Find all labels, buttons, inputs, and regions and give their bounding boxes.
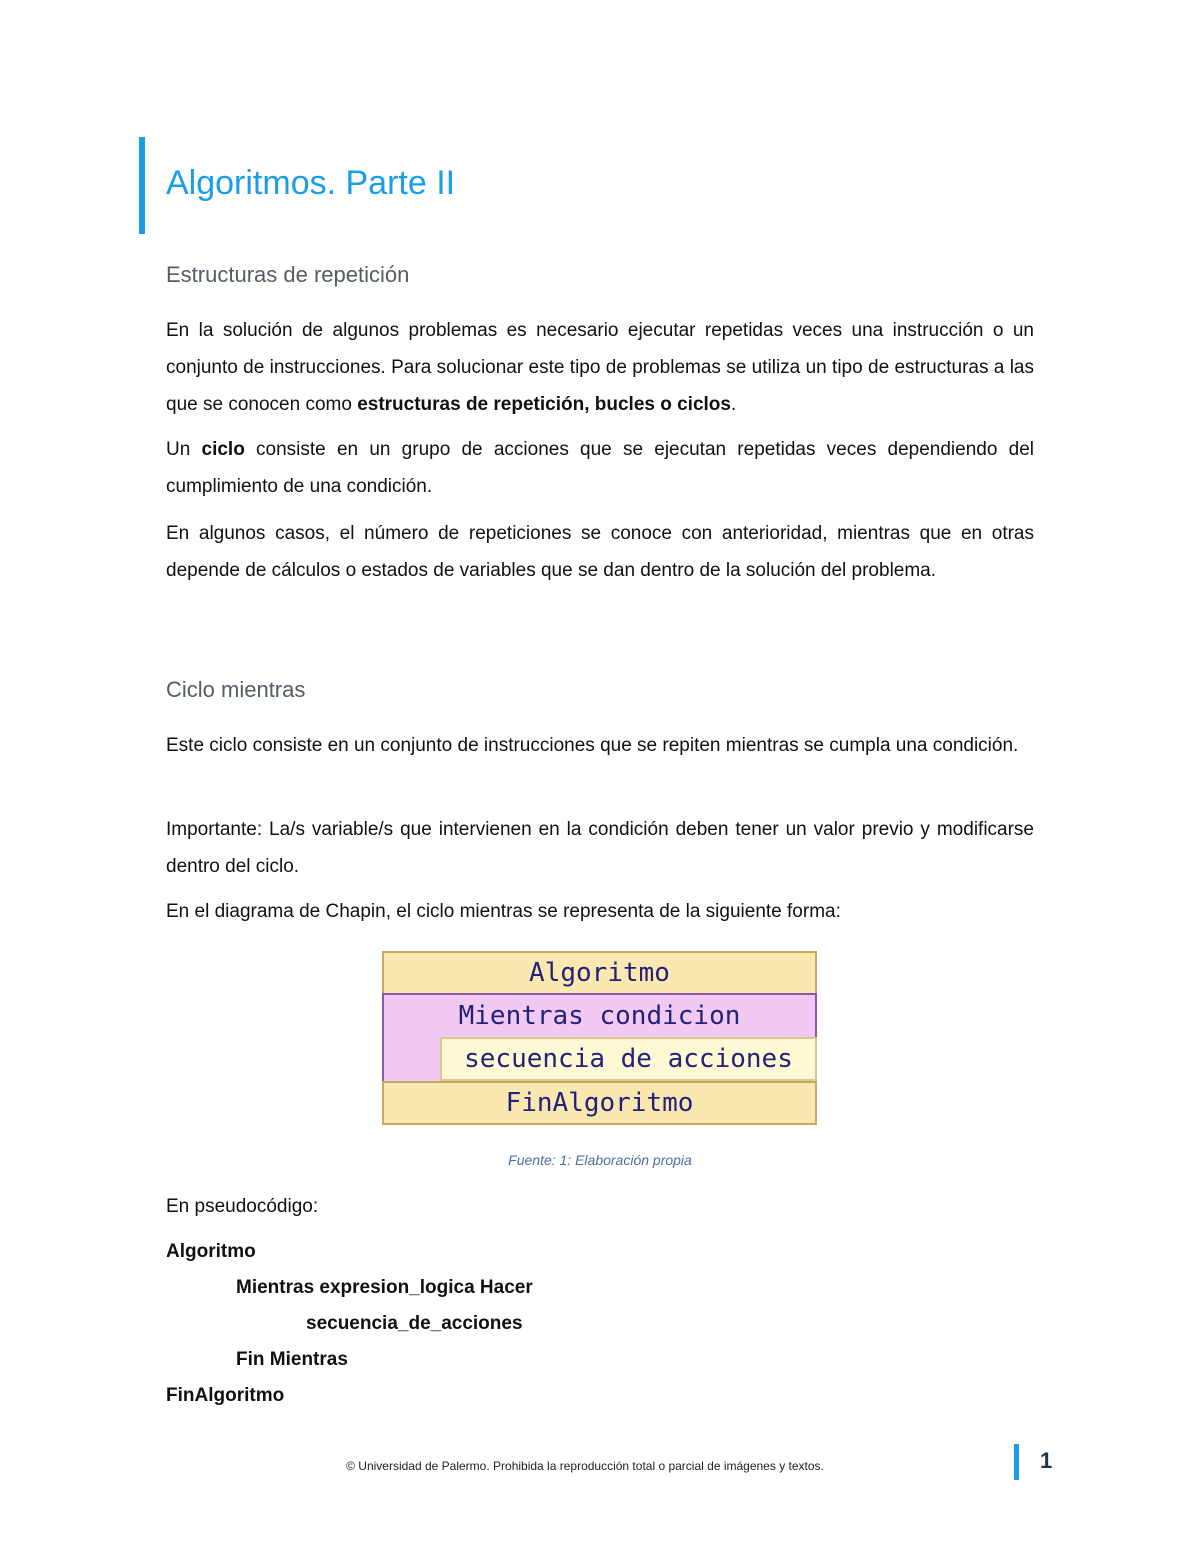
paragraph-mientras: Este ciclo consiste en un conjunto de instrucciones que se repiten mientras se cumpla una condición. [166,735,1019,756]
pseudocode-line-finalgoritmo: FinAlgoritmo [166,1385,285,1406]
page-number-accent-bar [1014,1444,1019,1480]
paragraph-intro-text: En la solución de algunos problemas es necesario ejecutar repetidas veces una instrucción o un conjunto de instrucciones. Para solucionar este tipo de problemas se utiliza un tipo de estructuras a las que se conocen como [166,320,1034,415]
paragraph-casos: En algunos casos, el número de repeticiones se conoce con anterioridad, mientras que en otras depende de cálculos o estados de variables que se dan dentro de la solución del problema. [166,523,1034,581]
diagram-algoritmo-box: Algoritmo [382,951,817,995]
pseudocode-line-mientras: Mientras expresion_logica Hacer [236,1277,533,1298]
paragraph-ciclo-bold: ciclo [201,439,245,460]
page-number: 1 [1040,1448,1053,1473]
paragraph-ciclo [166,431,1034,505]
pseudocode-line-algoritmo: Algoritmo [166,1241,256,1262]
paragraph-intro [166,312,1034,423]
page-title: Algoritmos. Parte II [166,164,456,202]
diagram-finalgoritmo-box: FinAlgoritmo [382,1081,817,1125]
footer-copyright: © Universidad de Palermo. Prohibida la reproducción total o parcial de imágenes y textos. [346,1459,824,1473]
title-accent-bar [139,137,145,234]
section-heading-repeticion: Estructuras de repetición [166,262,410,287]
pseudocode-intro: En pseudocódigo: [166,1196,319,1217]
diagram-inner-box: secuencia de acciones [440,1037,817,1081]
section-heading-mientras: Ciclo mientras [166,677,306,702]
paragraph-ciclo-start: Un [166,439,202,460]
paragraph-chapin: En el diagrama de Chapin, el ciclo mientras se representa de la siguiente forma: [166,901,841,922]
diagram-caption: Fuente: 1: Elaboración propia [508,1152,692,1168]
paragraph-intro-bold: estructuras de repetición, bucles o ciclos [357,394,731,415]
paragraph-intro-end: . [730,394,737,415]
paragraph-ciclo-text: consiste en un grupo de acciones que se ejecutan repetidas veces dependiendo del cumplimiento de una condición. [166,439,1034,497]
diagram-loop-label: Mientras condicion [458,1001,741,1031]
pseudocode-line-finmientras: Fin Mientras [236,1349,348,1370]
paragraph-importante: Importante: La/s variable/s que intervienen en la condición deben tener un valor previo y modificarse dentro del ciclo. [166,819,1034,877]
chapin-diagram [382,951,817,1125]
pseudocode-line-secuencia: secuencia_de_acciones [306,1313,523,1334]
